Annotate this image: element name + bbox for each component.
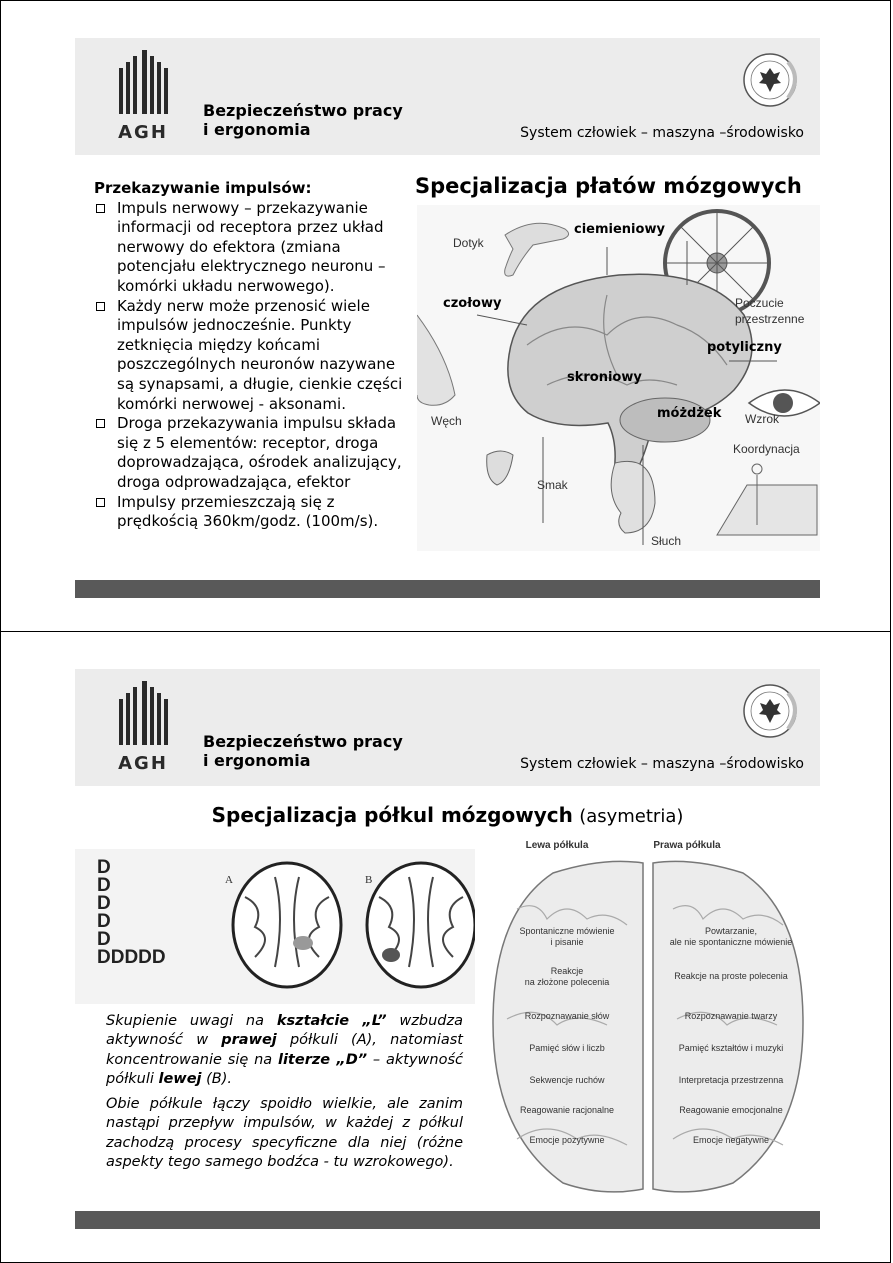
label-taste: Smak <box>537 478 568 492</box>
letter-d-row: DDDDD <box>97 947 166 968</box>
label-frontal: czołowy <box>443 296 502 311</box>
label-touch: Dotyk <box>453 236 484 250</box>
attention-text-part: Skupienie uwagi na <box>106 1013 277 1029</box>
left-function-label <box>520 1105 614 1115</box>
left-function-line: na złożone polecenia <box>524 977 610 987</box>
label-smell: Węch <box>431 414 462 428</box>
left-hemisphere-title: Lewa półkula <box>525 840 589 851</box>
agh-logo-text: AGH <box>118 122 168 143</box>
letter-d: D <box>97 911 111 932</box>
right-hemisphere-title: Prawa półkula <box>653 840 721 851</box>
slide-header <box>75 669 820 786</box>
right-function-label <box>693 1135 769 1145</box>
list-item-text: Impuls nerwowy – przekazywanie informacji od receptora przez układ nerwowy do efektora (zmiana potencjału elektrycznego neuronu – komórki układu nerwowego). <box>117 198 386 295</box>
attention-text-part: prawej <box>221 1032 277 1049</box>
list-item-text: Każdy nerw może przenosić wiele impulsów jednocześnie. Punkty zetknięcia między końcami poszczególnych neuronów nazywane są synapsami, a długie, cienkie części komórki nerwowej - aksonami. <box>117 296 403 413</box>
right-function-label <box>674 971 788 981</box>
slide-1 <box>75 38 820 598</box>
right-function-line: Rozpoznawanie twarzy <box>684 1011 778 1021</box>
slide-header <box>75 38 820 155</box>
list-item <box>94 493 416 532</box>
attention-text-part: – aktywność półkuli <box>106 1051 463 1088</box>
agh-logo-icon <box>113 679 183 779</box>
right-function-line: Powtarzanie, <box>704 926 758 936</box>
list-item-text: Droga przekazywania impulsu składa się z 5 elementów: receptor, droga doprowadzająca, ośrodek analizujący, droga odprowadzająca, efektor <box>117 414 402 491</box>
left-function-line: Rozpoznawanie słów <box>524 1011 610 1021</box>
checkbox-bullet-icon <box>96 302 105 311</box>
right-function-line: Reagowanie emocjonalne <box>679 1105 783 1115</box>
right-function-line: Emocje negatywne <box>692 1135 770 1145</box>
label-spatial-2: przestrzenne <box>735 312 805 326</box>
hemispheres-heading-note: (asymetria) <box>579 806 684 827</box>
attention-text-part: kształcie „L” <box>276 1013 387 1029</box>
brain-lobes-figure <box>417 205 820 551</box>
label-parietal: ciemieniowy <box>574 222 665 237</box>
left-function-label <box>529 1135 604 1145</box>
left-function-line: Pamięć słów i liczb <box>529 1043 605 1053</box>
impulse-text-block <box>94 179 416 532</box>
right-function-label <box>679 1075 784 1085</box>
page-1 <box>0 0 891 632</box>
brain-lobes-heading: Specjalizacja płatów mózgowych <box>415 174 802 198</box>
right-function-line: ale nie spontaniczne mówienie <box>669 937 793 947</box>
left-function-line: Sekwencje ruchów <box>529 1075 605 1085</box>
checkbox-bullet-icon <box>96 204 105 213</box>
scan-label-a: A <box>225 874 233 886</box>
label-spatial-1: Poczucie <box>735 296 784 310</box>
label-temporal: skroniowy <box>567 370 642 385</box>
left-function-line: Reagowanie racjonalne <box>519 1105 615 1115</box>
header-subtitle: System człowiek – maszyna –środowisko <box>520 125 804 141</box>
letter-d: D <box>97 875 111 896</box>
hemispheres-figure <box>477 839 820 1204</box>
letter-d-stack <box>97 859 166 967</box>
page-2 <box>0 631 891 1263</box>
impulse-bullet-list <box>94 199 416 532</box>
impulse-heading: Przekazywanie impulsów: <box>94 179 312 197</box>
university-seal-icon <box>738 52 804 108</box>
letter-d: D <box>97 929 111 950</box>
list-item-text: Impulsy przemieszczają się z prędkością 360km/godz. (100m/s). <box>117 492 379 531</box>
list-item <box>94 199 416 297</box>
list-item <box>94 297 416 415</box>
right-function-line: Reakcje na proste polecenia <box>674 971 788 981</box>
right-function-line: Interpretacja przestrzenna <box>678 1075 784 1085</box>
attention-paragraph <box>106 1012 463 1090</box>
left-function-label <box>529 1043 605 1053</box>
left-function-line: i pisanie <box>550 937 584 947</box>
hemispheres-heading <box>75 803 820 827</box>
agh-logo-text: AGH <box>118 753 168 774</box>
label-occipital: potyliczny <box>707 340 782 355</box>
right-function-label <box>679 1043 784 1053</box>
attention-text-part: półkuli (A), natomiast koncentrowanie się na <box>106 1032 463 1068</box>
brain-scans-figure <box>215 857 475 997</box>
slide-footer-bar <box>75 1211 820 1229</box>
agh-logo-icon <box>113 48 183 148</box>
brain-scan-b <box>367 863 475 987</box>
header-title-line1: Bezpieczeństwo pracy <box>203 732 403 751</box>
hemispheres-heading-main: Specjalizacja półkul mózgowych <box>211 803 573 827</box>
header-title-line1: Bezpieczeństwo pracy <box>203 101 403 120</box>
brain-scan-a <box>233 863 341 987</box>
left-function-line: Spontaniczne mówienie <box>519 926 615 936</box>
header-subtitle: System człowiek – maszyna –środowisko <box>520 756 804 772</box>
corpus-callosum-paragraph: Obie półkule łączy spoidło wielkie, ale zanim nastąpi przepływ impulsów, w każdej z półkul zachodzą procesy specyficzne dla niej (różne aspekty tego samego bodźca - tu wzrokowego). <box>106 1096 463 1171</box>
scan-label-b: B <box>365 874 373 886</box>
slide-footer-bar <box>75 580 820 598</box>
left-function-line: Reakcje <box>550 966 584 976</box>
letter-experiment-figure <box>75 849 475 1004</box>
university-seal-icon <box>738 683 804 739</box>
label-coordination: Koordynacja <box>733 442 800 456</box>
checkbox-bullet-icon <box>96 498 105 507</box>
attention-text-part: (B). <box>201 1071 232 1088</box>
header-title-line2: i ergonomia <box>203 751 311 770</box>
right-function-label <box>685 1011 778 1021</box>
letter-d: D <box>97 893 111 914</box>
attention-text-part: lewej <box>158 1071 202 1088</box>
left-function-label <box>525 1011 610 1021</box>
letter-d: D <box>97 857 111 878</box>
attention-text-part: literze „D” <box>277 1051 368 1068</box>
left-function-line: Emocje pozytywne <box>529 1135 605 1145</box>
checkbox-bullet-icon <box>96 419 105 428</box>
attention-text-part: wzbudza aktywność w <box>106 1013 463 1049</box>
left-function-label <box>529 1075 605 1085</box>
label-cerebellum: móżdżek <box>657 406 722 421</box>
slide-2 <box>75 669 820 1229</box>
label-hearing: Słuch <box>651 534 682 548</box>
label-sight: Wzrok <box>745 412 779 426</box>
list-item <box>94 414 416 492</box>
header-title <box>203 101 403 139</box>
right-function-line: Pamięć kształtów i muzyki <box>678 1043 784 1053</box>
header-title <box>203 732 403 770</box>
header-title-line2: i ergonomia <box>203 120 311 139</box>
right-function-label <box>679 1105 783 1115</box>
